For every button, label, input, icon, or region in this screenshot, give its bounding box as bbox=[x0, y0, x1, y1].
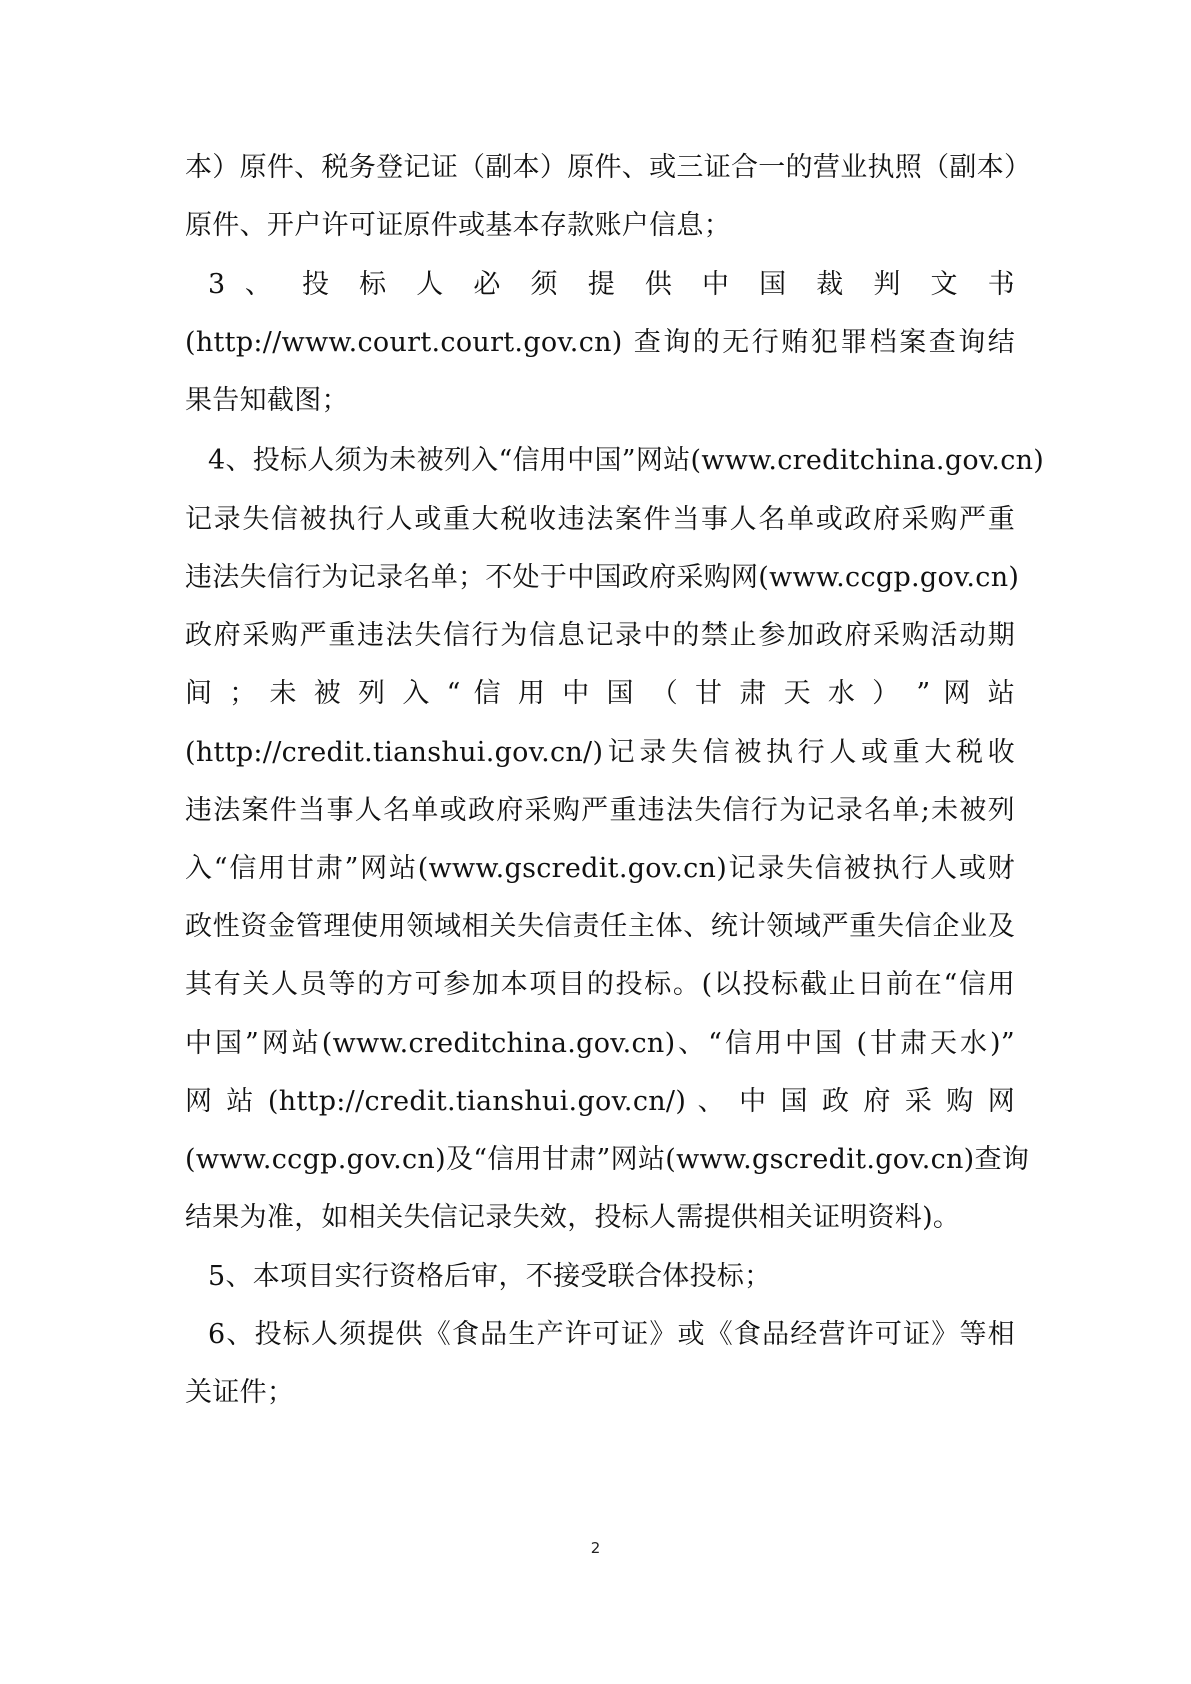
text-line: 其有关人员等的方可参加本项目的投标。(以投标截止日前在“信用 bbox=[185, 969, 1015, 1000]
text-line: 入“信用甘肃”网站(www.gscredit.gov.cn)记录失信被执行人或财 bbox=[185, 853, 1015, 884]
text-line: 关证件； bbox=[185, 1377, 295, 1408]
text-line: 违法案件当事人名单或政府采购严重违法失信行为记录名单;未被列 bbox=[185, 795, 1015, 826]
text-line: 原件、开户许可证原件或基本存款账户信息； bbox=[185, 210, 731, 241]
text-line: 本）原件、税务登记证（副本）原件、或三证合一的营业执照（副本） bbox=[185, 152, 1032, 183]
text-line: 政府采购严重违法失信行为信息记录中的禁止参加政府采购活动期 bbox=[185, 620, 1015, 651]
text-line: 结果为准，如相关失信记录失效，投标人需提供相关证明资料)。 bbox=[185, 1202, 961, 1233]
text-line: 记录失信被执行人或重大税收违法案件当事人名单或政府采购严重 bbox=[185, 504, 1015, 535]
text-line: 4、投标人须为未被列入“信用中国”网站(www.creditchina.gov.cn) bbox=[208, 445, 1045, 476]
text-line: (http://credit.tianshui.gov.cn/)记录失信被执行人或重大税收 bbox=[185, 737, 1015, 768]
text-line: 政性资金管理使用领域相关失信责任主体、统计领域严重失信企业及 bbox=[185, 911, 1015, 942]
text-line: 果告知截图； bbox=[185, 385, 349, 416]
text-line: 违法失信行为记录名单；不处于中国政府采购网(www.ccgp.gov.cn) bbox=[185, 562, 1020, 593]
page-number: 2 bbox=[590, 1539, 601, 1557]
text-line: 6、投标人须提供《食品生产许可证》或《食品经营许可证》等相 bbox=[208, 1319, 1015, 1350]
text-line: 5、本项目实行资格后审，不接受联合体投标； bbox=[208, 1261, 772, 1292]
text-line: (www.ccgp.gov.cn)及“信用甘肃”网站(www.gscredit.gov.cn)查询 bbox=[185, 1144, 1030, 1175]
text-line: 间 ； 未 被 列 入 “ 信 用 中 国 （ 甘 肃 天 水 ） ” 网 站 bbox=[185, 678, 1015, 709]
text-line: 3 、 投 标 人 必 须 提 供 中 国 裁 判 文 书 bbox=[208, 269, 1015, 300]
text-line: 中国”网站(www.creditchina.gov.cn)、“信用中国 (甘肃天水)” bbox=[185, 1028, 1015, 1059]
text-line: (http://www.court.court.gov.cn) 查询的无行贿犯罪档案查询结 bbox=[185, 327, 1015, 358]
text-line: 网 站 (http://credit.tianshui.gov.cn/) 、 中 国 政 府 采 购 网 bbox=[185, 1086, 1015, 1117]
